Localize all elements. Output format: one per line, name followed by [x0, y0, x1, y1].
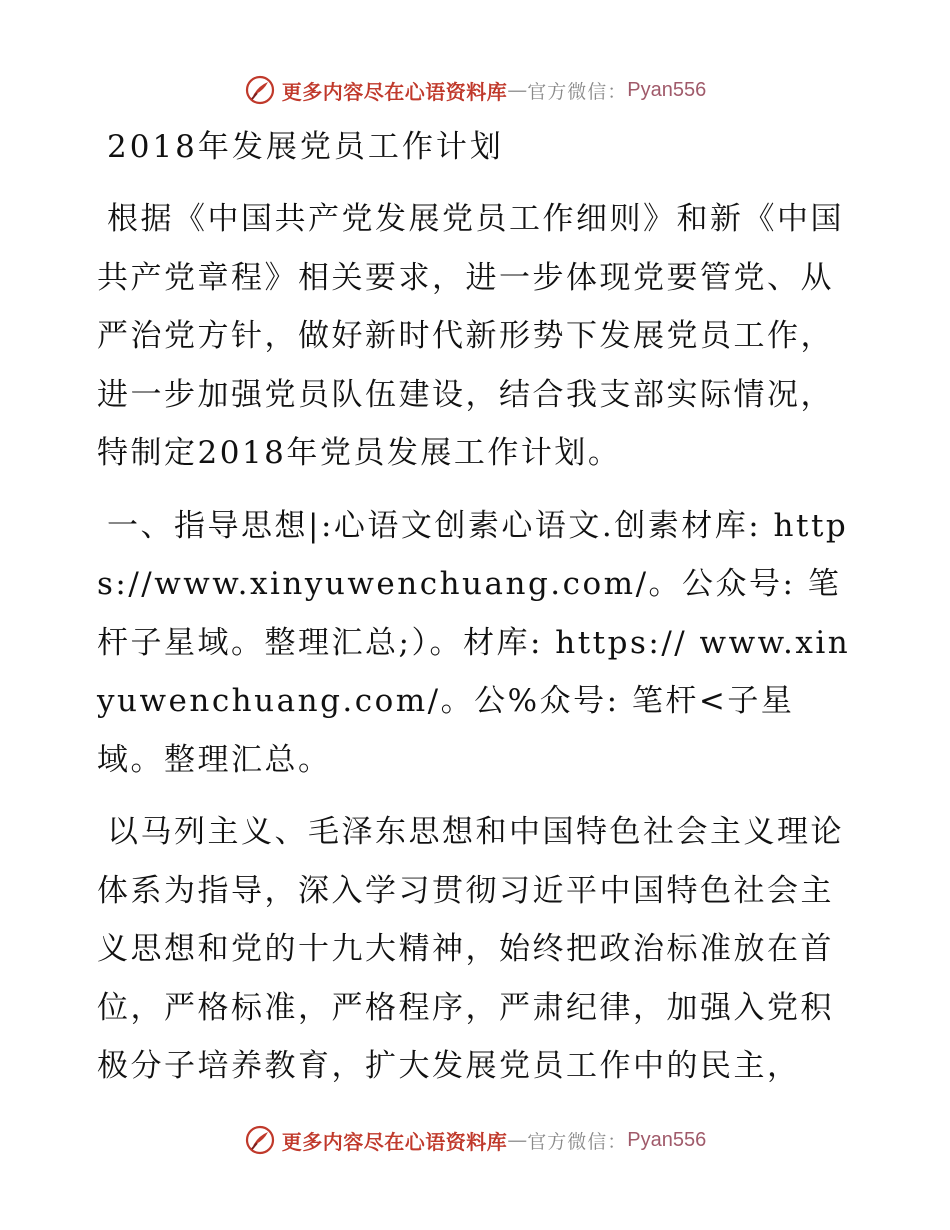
banner-dash: —: [507, 1128, 528, 1152]
banner-brand-text: 更多内容尽在心语资料库: [281, 79, 508, 104]
banner-wechat-id: Pyan556: [627, 78, 707, 101]
header-watermark-banner: [0, 70, 950, 110]
paragraph-intro: 根据《中国共产党发展党员工作细则》和新《中国共产党章程》相关要求，进一步体现党要管党、从严治党方针，做好新时代新形势下发展党员工作，进一步加强党员队伍建设，结合我支部实际情况，特制定2018年党员发展工作计划。: [97, 201, 844, 471]
quill-logo-icon: [244, 74, 276, 106]
banner-brand-text: 更多内容尽在心语资料库: [281, 1129, 508, 1154]
banner-wechat-id: Pyan556: [627, 1128, 707, 1151]
banner-wechat-label: 官方微信：: [527, 1130, 628, 1153]
document-title: 2018年发展党员工作计划: [107, 129, 504, 165]
paragraph-guiding-thought: 以马列主义、毛泽东思想和中国特色社会主义理论体系为指导，深入学习贯彻习近平中国特色社会主义思想和党的十九大精神，始终把政治标准放在首位，严格标准，严格程序，严肃纪律，加强入党积极分子培养教育，扩大发展党员工作中的民主，: [97, 814, 844, 1084]
footer-watermark-banner: [0, 1120, 950, 1160]
banner-dash: —: [507, 78, 528, 102]
banner-wechat-label: 官方微信：: [527, 80, 628, 103]
paragraph-section-heading: 一、指导思想|:心语文创素心语文.创素材库: https://www.xinyuwenchuang.com/。公众号: 笔杆子星域。整理汇总;）。材库: https:// www.xinyuwenchuang.com/。公%众号: 笔杆<子星域。整理汇总。: [97, 507, 851, 778]
quill-logo-icon: [244, 1124, 276, 1156]
document-body: [97, 118, 857, 1110]
